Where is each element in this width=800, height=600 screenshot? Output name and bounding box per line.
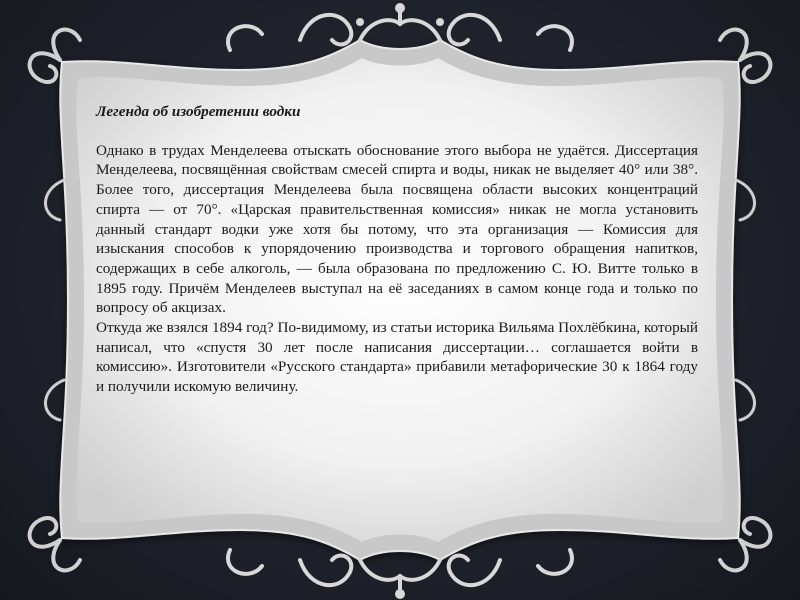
text-block [96, 102, 698, 397]
top-ornament [228, 3, 572, 50]
paragraph-1: Однако в трудах Менделеева отыскать обоснование этого выбора не удаётся. Диссертация Менделеева, посвящённая свойствам смесей спирта и воды, никак не выделяет 40° или 38°. Более того, диссертация Менделеева была посвящена области высоких концентраций спирта — от 70°. «Царская правительственная комиссия» никак не могла установить данный стандарт водки уже хотя бы потому, что эта организация — Комиссия для изыскания способов к упорядочению производства и торгового обращения напитков, содержащих в себе алкоголь, — была образована по предложению С. Ю. Витте только в 1895 году. Причём Менделеев выступал на её заседаниях в самом конце года и только по вопросу об акцизах. [96, 141, 698, 317]
bottom-ornament [228, 550, 572, 599]
slide-title: Легенда об изобретении водки [96, 103, 301, 120]
paragraph-2: Откуда же взялся 1894 год? По-видимому, из статьи историка Вильяма Похлёбкина, который написал, что «спустя 30 лет после написания диссертации… соглашается войти в комиссию». Изготовители «Русского стандарта» прибавили метафорические 30 к 1864 году и получили искомую величину. [96, 319, 698, 396]
